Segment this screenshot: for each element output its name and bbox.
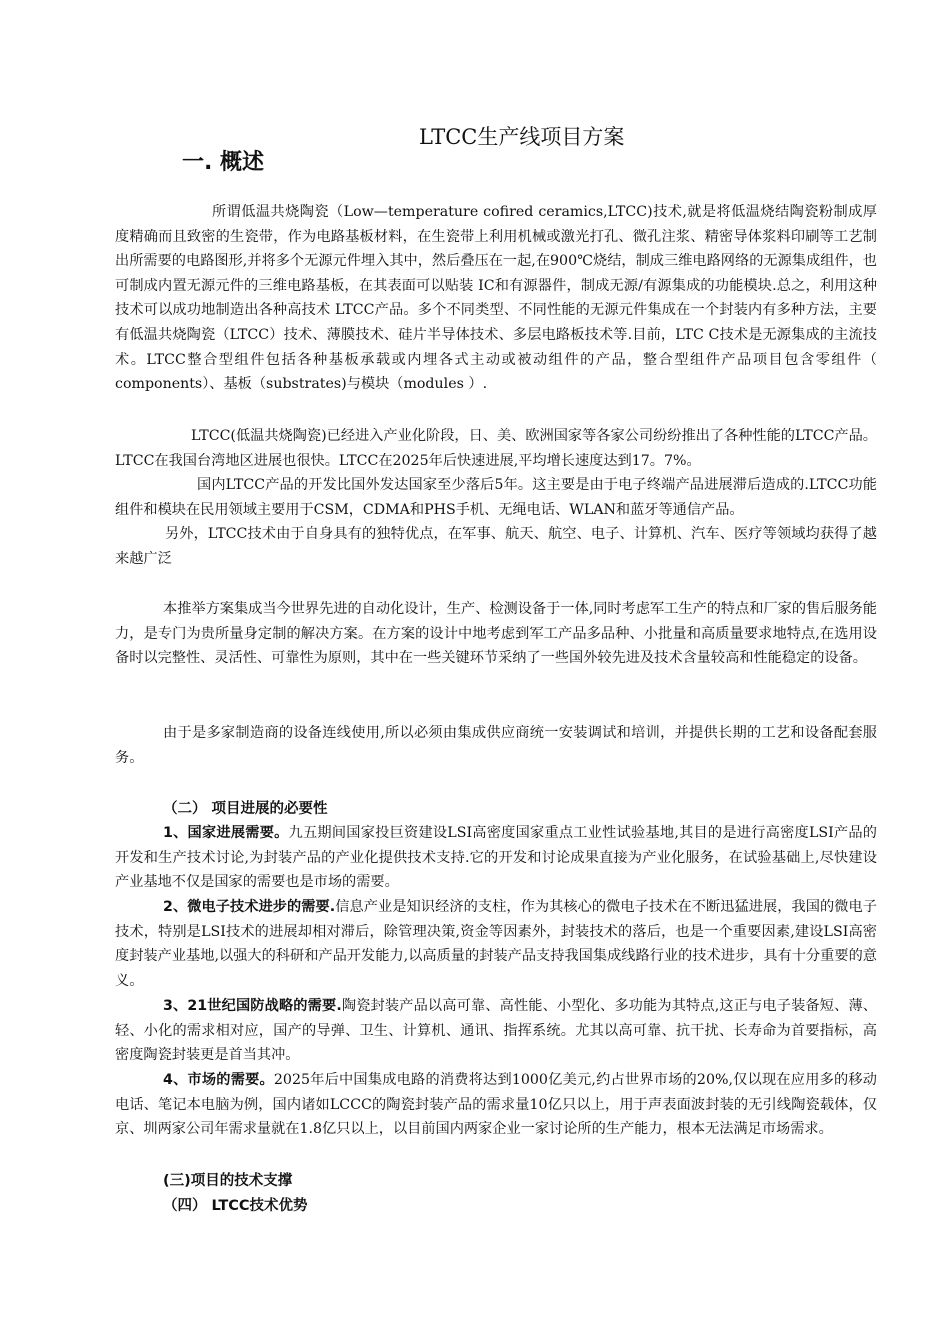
- paragraph-applications: 另外，LTCC技术由于自身具有的独特优点，在军事、航天、航空、电子、计算机、汽车、医疗等领域均获得了越来越广泛: [115, 526, 877, 567]
- heading-section-2: （二） 项目进展的必要性: [163, 801, 328, 817]
- necessity-item-text: 信息产业是知识经济的支柱，作为其核心的微电子技术在不断迅猛进展，我国的微电子技术，特别是LSI技术的进展却相对滞后，除管理决策,资金等因素外，封装技术的落后，也是一个重要因素,建设LSI高密度封装产业基地,以强大的科研和产品开发能力,以高质量的封装产品支持我国集成线路行业的技术进步，具有十分重要的意义。: [115, 899, 877, 989]
- necessity-item: [115, 994, 877, 1068]
- paragraph-ltcc-definition: 所谓低温共烧陶瓷（Low—temperature cofired ceramics,LTCC)技术,就是将低温烧结陶瓷粉制成厚度精确而且致密的生瓷带，作为电路基板材料，在生瓷带上利用机械或激光打孔、微孔注浆、精密导体浆料印刷等工艺制出所需要的电路图形,并将多个无源元件埋入其中，然后叠压在一起,在900℃烧结，制成三维电路网络的无源集成组件，也可制成内置无源元件的三维电路基板，在其表面可以贴装 IC和有源器件，制成无源/有源集成的功能模块.总之，利用这种技术可以成功地制造出各种高技术 LTCC产品。多个不同类型、不同性能的无源元件集成在一个封装内有多种方法，主要有低温共烧陶瓷（LTCC）技术、薄膜技术、硅片半导体技术、多层电路板技术等.目前，LTC C技术是无源集成的主流技术。LTCC整合型组件包括各种基板承载或内埋各式主动或被动组件的产品，整合型组件产品项目包含零组件（ components）、基板（substrates)与模块（modules ）.: [115, 204, 877, 393]
- necessity-item-text: 九五期间国家投巨资建设LSI高密度国家重点工业性试验基地,其目的是进行高密度LSI产品的开发和生产技术讨论,为封装产品的产业化提供技术支持.它的开发和讨论成果直接为产业化服务，在试验基础上,尽快建设产业基地不仅是国家的需要也是市场的需要。: [115, 825, 877, 891]
- paragraph-integration-service: 由于是多家制造商的设备连线使用,所以必须由集成供应商统一安装调试和培训，并提供长期的工艺和设备配套服务。: [115, 725, 877, 766]
- necessity-item-text: 2025年后中国集成电路的消费将达到1000亿美元,约占世界市场的20%,仅以现在应用多的移动电话、笔记本电脑为例，国内诸如LCCC的陶瓷封装产品的需求量10亿只以上，用于声表面波封装的无引线陶瓷载体，仅京、圳两家公司年需求量就在1.8亿只以上，以目前国内两家企业一家讨论所的生产能力，根本无法满足市场需求。: [115, 1072, 877, 1138]
- paragraph-recommended-solution: 本推举方案集成当今世界先进的自动化设计，生产、检测设备于一体,同时考虑军工生产的特点和厂家的售后服务能力，是专门为贵所量身定制的解决方案。在方案的设计中地考虑到军工产品多品种、小批量和高质量要求地特点,在选用设备时以完整性、灵活性、可靠性为原则，其中在一些关键环节采纳了一些国外较先进及技术含量较高和性能稳定的设备。: [115, 601, 877, 667]
- necessity-item-text: 陶瓷封装产品以高可靠、高性能、小型化、多功能为其特点,这正与电子装备短、薄、轻、小化的需求相对应，国产的导弹、卫生、计算机、通讯、指挥系统。尤其以高可靠、抗干扰、长寿命为首要指标，高密度陶瓷封装更是首当其冲。: [115, 998, 877, 1064]
- necessity-item: [115, 1068, 877, 1142]
- heading-section-4: （四） LTCC技术优势: [163, 1198, 308, 1214]
- necessity-item-lead: 4、市场的需要。: [163, 1072, 274, 1088]
- necessity-item: [115, 895, 877, 993]
- necessity-item-lead: 3、21世纪国防战略的需要.: [163, 998, 342, 1014]
- heading-overview: 一. 概述: [182, 150, 265, 175]
- heading-section-3: (三)项目的技术支撑: [163, 1173, 293, 1189]
- necessity-item: [115, 821, 877, 895]
- document-title: LTCC生产线项目方案: [419, 125, 625, 149]
- paragraph-domestic-status: 国内LTCC产品的开发比国外发达国家至少落后5年。这主要是由于电子终端产品进展滞后造成的.LTCC功能组件和模块在民用领域主要用于CSM，CDMA和PHS手机、无绳电话、WLAN和蓝牙等通信产品。: [115, 477, 877, 518]
- paragraph-industrialization: LTCC(低温共烧陶瓷)已经进入产业化阶段，日、美、欧洲国家等各家公司纷纷推出了各种性能的LTCC产品。LTCC在我国台湾地区进展也很快。LTCC在2025年后快速进展,平均增长速度达到17。7%。: [115, 428, 877, 469]
- necessity-item-lead: 2、微电子技术进步的需要.: [163, 899, 336, 915]
- necessity-item-lead: 1、国家进展需要。: [163, 825, 289, 841]
